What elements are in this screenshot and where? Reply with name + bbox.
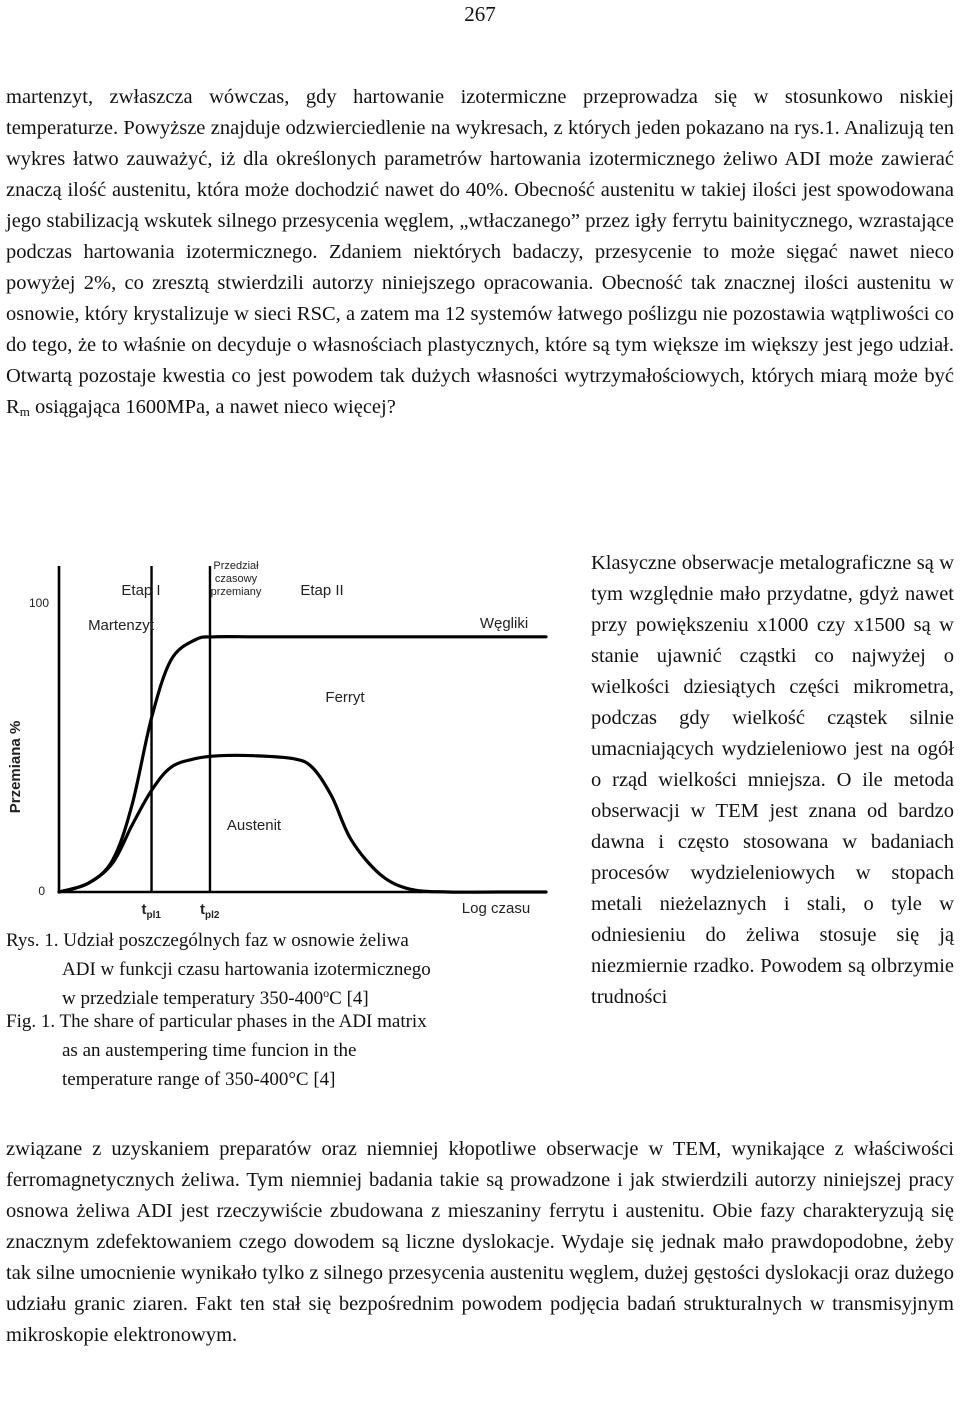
caption-pl-line-3-text: w przedziale temperatury 350-400	[62, 988, 324, 1009]
series-label-ferryt: Ferryt	[325, 689, 365, 706]
paragraph-1	[6, 82, 954, 423]
y-axis-label: Przemiana %	[7, 720, 24, 814]
page-number: 267	[464, 2, 496, 26]
paragraph-3: związane z uzyskaniem preparatów oraz niemniej kłopotliwe obserwacje w TEM, wynikające z właściwości ferromagnetycznych żeliwa. Tym niemniej badania takie są prowadzone i jak stwierdzili autorzy niniejszej pracy osnowa żeliwa ADI jest rzeczywiście zbudowana z mieszaniny ferrytu i austenitu. Obie fazy charakteryzują się znacznym zdefektowaniem czego dowodem są liczne dyslokacje. Wydaje się jednak mało prawdopodobne, żeby tak silne umocnienie wynikało tylko z silnego przesycenia austenitu węglem, dużej gęstości dyslokacji oraz dużego udziału granic ziaren. Fakt ten stał się bezpośrednim powodem podjęcia badań strukturalnych w transmisyjnym mikroskopie elektronowym.	[6, 1138, 954, 1346]
caption-en-line-1: Fig. 1. The share of particular phases in the ADI matrix	[6, 1011, 427, 1032]
paragraph-1-text: martenzyt, zwłaszcza wówczas, gdy hartowanie izotermiczne przeprowadza się w stosunkowo niskiej temperaturze. Powyższe znajduje odzwierciedlenie na wykresach, z których jeden pokazano na rys.1. Analizują ten wykres łatwo zauważyć, iż dla określonych parametrów hartowania izotermicznego żeliwo ADI może zawierać znaczą ilość austenitu, która może dochodzić nawet do 40%. Obecność austenitu w takiej ilości jest spowodowana jego stabilizacją wskutek silnego przesycenia węglem, „wtłaczanego” przez igły ferrytu bainitycznego, wzrastające podczas hartowania izotermicznego. Zdaniem niektórych badaczy, przesycenie to może sięgać nawet nieco powyżej 2%, co zresztą stwierdzili autorzy niniejszego opracowania. Obecność tak znacznej ilości austenitu w osnowie, który krystalizuje w sieci RSC, a zatem ma 12 systemów łatwego poślizgu nie pozostawia wątpliwości co do tego, że to właśnie on decyduje o własnościach plastycznych, które są tym większe im większy jest jego udział. Otwartą pozostaje kwestia co jest powodem tak dużych własności wytrzymałościowych, których miarą może być R	[6, 86, 954, 418]
caption-polish	[6, 926, 566, 1013]
caption-en-line-3: temperature range of 350-400°C [4]	[62, 1069, 336, 1090]
interval-label-line-2: czasowy	[214, 573, 258, 585]
y-tick-label-100: 100	[28, 596, 49, 610]
interval-label-line-1: Przedział	[213, 560, 259, 572]
stage-1-label: Etap I	[121, 582, 161, 599]
series-label-wegliki: Węgliki	[479, 615, 529, 632]
phase-chart-svg	[6, 552, 554, 924]
x-tick-label-tpl1: $t_{pl1}$	[141, 901, 161, 921]
series-line-martenzyt	[59, 637, 546, 892]
caption-english	[6, 1007, 566, 1094]
x-axis-label: Log czasu	[461, 900, 531, 917]
interval-label-line-3: przemiany	[210, 586, 262, 598]
rm-subscript: m	[19, 404, 30, 419]
series-line-austenit	[59, 755, 546, 892]
caption-pl-line-2: ADI w funkcji czasu hartowania izotermicznego	[62, 959, 431, 980]
caption-pl-line-1: Rys. 1. Udział poszczególnych faz w osnowie żeliwa	[6, 930, 409, 951]
caption-pl-line-3-end: C [4]	[329, 988, 369, 1009]
figure-phase-chart	[6, 552, 554, 924]
series-label-martenzyt: Martenzyt	[88, 617, 154, 634]
paragraph-1-end: osiągająca 1600MPa, a nawet nieco więcej?	[29, 396, 396, 418]
y-tick-label-0: 0	[38, 884, 45, 898]
stage-2-label: Etap II	[300, 582, 344, 599]
series-label-austenit: Austenit	[226, 817, 282, 834]
caption-en-line-2: as an austempering time funcion in the	[62, 1040, 357, 1061]
degree-superscript: o	[323, 986, 330, 1000]
x-tick-label-tpl2: $t_{pl2}$	[199, 901, 220, 921]
paragraph-2: Klasyczne obserwacje metalograficzne są w tym względnie mało przydatne, gdyż nawet przy powiększeniu x1000 czy x1500 są w stanie ujawnić cząstki co najwyżej o wielkości dziesiątych części mikrometra, podczas gdy wielkość cząstek silnie umacniających wydzieleniowo jest na ogół o rząd wielkości mniejsza. O ile metoda obserwacji w TEM jest znana od bardzo dawna i często stosowana w badaniach procesów wydzieleniowych w stopach metali nieżelaznych i stali, o tyle w odniesieniu do żeliwa stosuje się ją niezmiernie rzadko. Powodem są olbrzymie trudności	[591, 552, 954, 1008]
